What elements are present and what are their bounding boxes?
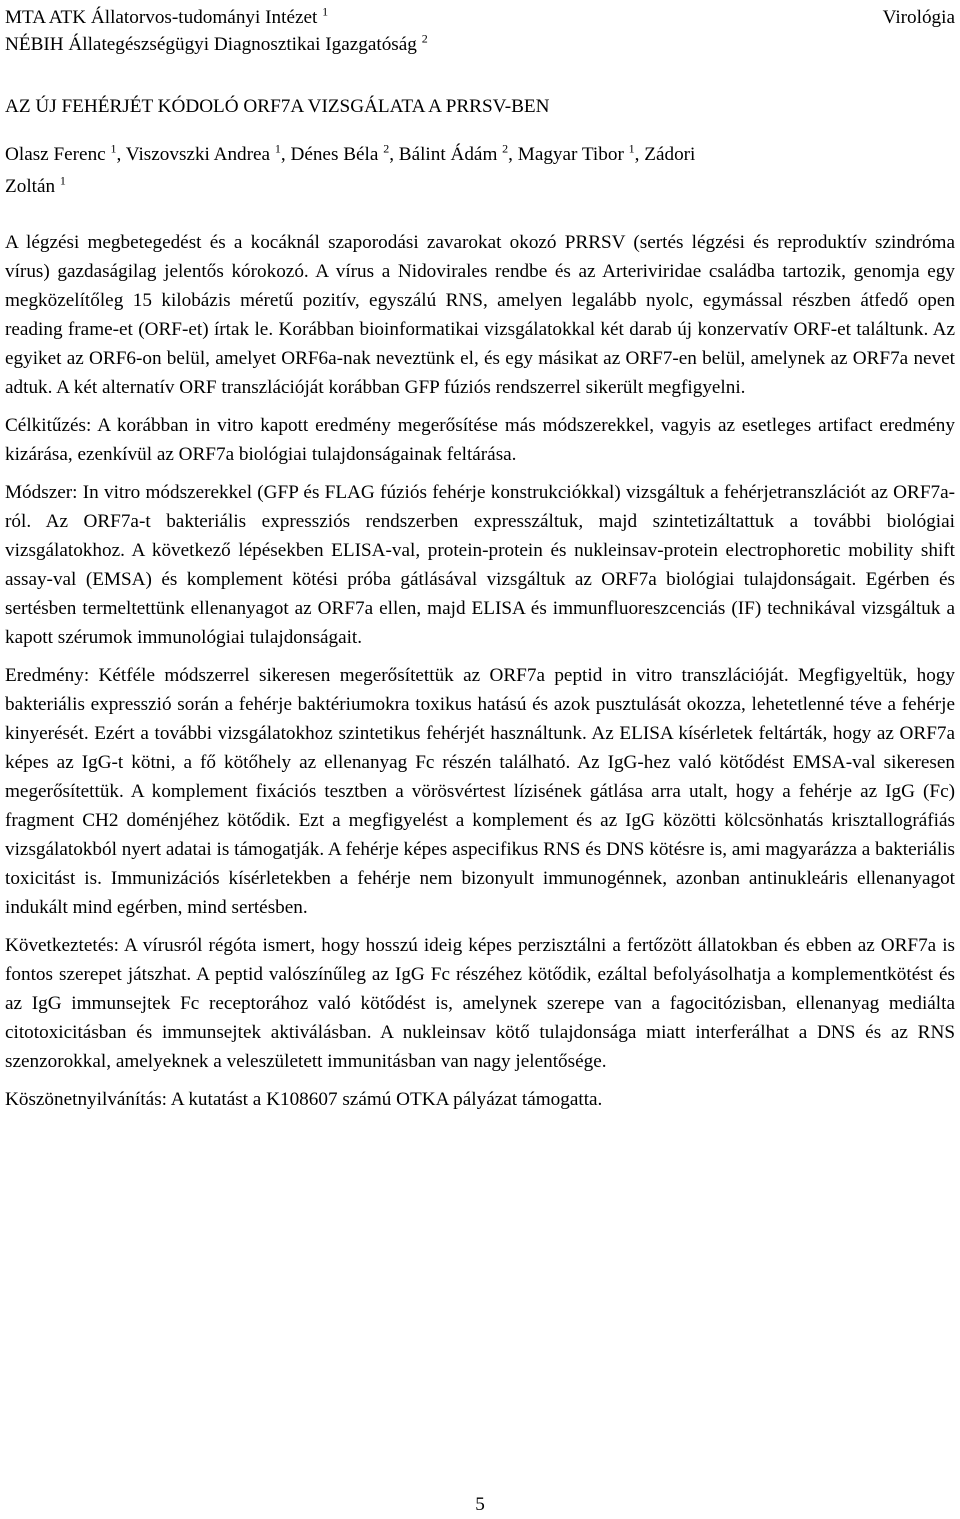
paper-title: AZ ÚJ FEHÉRJÉT KÓDOLÓ ORF7A VIZSGÁLATA A PRRSV-BEN bbox=[5, 96, 550, 117]
page-number: 5 bbox=[475, 1494, 485, 1515]
method-paragraph: Módszer: In vitro módszerekkel (GFP és FLAG fúziós fehérje konstrukciókkal) vizsgáltuk a fehérjetranszlációt az ORF7a-ról. Az ORF7a-t bakteriális expressziós rendszerben expresszáltuk, majd szintetizáltattuk a további biológiai vizsgálatokhoz. A következő lépésekben ELISA-val, protein-protein és nukleinsav-protein electrophoretic mobility shift assay-val (EMSA) és komplement kötési próba gátlásával vizsgáltuk az ORF7a biológiai tulajdonságait. Egérben és sertésben termeltettünk ellenanyagot az ORF7a ellen, majd ELISA és immunfluoreszcenciás (IF) technikával vizsgáltuk a kapott szérumok immunológiai tulajdonságait. bbox=[5, 482, 955, 648]
institution-2: NÉBIH Állategészségügyi Diagnosztikai Igazgatóság $^2$ bbox=[5, 31, 428, 55]
aim-paragraph: Célkitűzés: A korábban in vitro kapott eredmény megerősítése más módszerekkel, vagyis az esetleges artifact eredmény kizárása, ezenkívül az ORF7a biológiai tulajdonságainak feltárása. bbox=[5, 415, 955, 465]
author-name: Dénes Béla bbox=[290, 144, 379, 165]
intro-paragraph: A légzési megbetegedést és a kocáknál szaporodási zavarokat okozó PRRSV (sertés légzési és reproduktív szindróma vírus) gazdaságilag jelentős kórokozó. A vírus a Nidovirales rendbe és az Arteriviridae családba tartozik, genomja egy megközelítőleg 15 kilobázis méretű pozitív, egyszálú RNS, amelyen legalább nyolc, egymással részben átfedő open reading frame-et (ORF-et) írtak le. Korábban bioinformatikai vizsgálatokkal két darab új konzervatív ORF-et találtunk. Az egyiket az ORF6-on belül, amelyet ORF6a-nak neveztünk el, és egy másikat az ORF7-en belül, amelynek az ORF7a nevet adtuk. A két alternatív ORF transzlációját korábban GFP fúziós rendszerrel sikerült megfigyelni. bbox=[5, 232, 955, 398]
author-line-1: Olasz Ferenc $^1$, Viszovszki Andrea $^1$, Dénes Béla $^2$, Bálint Ádám $^2$, Magyar Tibor $^1$, Zádori bbox=[5, 141, 696, 165]
author-name: Zádori bbox=[644, 144, 696, 165]
acknowledgement-paragraph: Köszönetnyilvánítás: A kutatást a K108607 számú OTKA pályázat támogatta. bbox=[5, 1089, 603, 1110]
institution-1: MTA ATK Állatorvos-tudományi Intézet $^1$ bbox=[5, 4, 329, 28]
document-page bbox=[5, 0, 955, 1114]
author-name: Magyar Tibor bbox=[517, 144, 624, 165]
author-name: Olasz Ferenc bbox=[5, 144, 106, 165]
page-header bbox=[5, 3, 955, 65]
author-name: Zoltán bbox=[5, 176, 56, 197]
author-name: Bálint Ádám bbox=[398, 144, 498, 165]
author-list bbox=[5, 140, 955, 204]
author-name: Viszovszki Andrea bbox=[125, 144, 271, 165]
author-line-2: Zoltán $^1$ bbox=[5, 173, 66, 197]
conclusion-paragraph: Következtetés: A vírusról régóta ismert, hogy hosszú ideig képes perzisztálni a fertőzött állatokban és ebben az ORF7a is fontos szerepet játszhat. A peptid valószínűleg az IgG Fc részéhez kötődik, ezáltal befolyásolhatja a komplementkötést és az IgG immunsejtek Fc receptorához való kötődést is, amelynek szerepe van a fagocitózisban, ellenanyag mediálta citotoxicitásban és immunsejtek aktiválásban. A nukleinsav kötő tulajdonsága miatt interferálhat a DNS és az RNS szenzorokkal, amelyeknek a veleszületett immunitásban van nagy jelentősége. bbox=[5, 935, 955, 1072]
topic-label: Virológia bbox=[882, 7, 955, 28]
results-paragraph: Eredmény: Kétféle módszerrel sikeresen megerősítettük az ORF7a peptid in vitro transzlációját. Megfigyeltük, hogy bakteriális expresszió során a fehérje baktériumokra toxikus hatású és azok pusztulását okozza, lehetetlenné téve a fehérje kinyerését. Ezért a további vizsgálatokhoz szintetikus fehérjét használtunk. Az ELISA kísérletek feltárták, hogy az ORF7a képes az IgG-t kötni, a fő kötőhely az ellenanyag Fc részén található. Az IgG-hez való kötődést EMSA-val sikeresen megerősítettük. A komplement fixációs tesztben a vörösvértest lízisének gátlása arra utalt, hogy a fehérje az IgG (Fc) fragment CH2 doménjéhez kötődik. Ezt a megfigyelést a komplement és az IgG közötti kölcsönhatás krisztallográfiás vizsgálatokból nyert adatai is támogatják. A fehérje képes aspecifikus RNS és DNS kötésre is, ami magyarázza a bakteriális toxicitást is. Immunizációs kísérletekben a fehérje nem bizonyult immunogénnek, azonban antinukleáris ellenanyagot indukált mind egérben, mind sertésben. bbox=[5, 665, 956, 918]
